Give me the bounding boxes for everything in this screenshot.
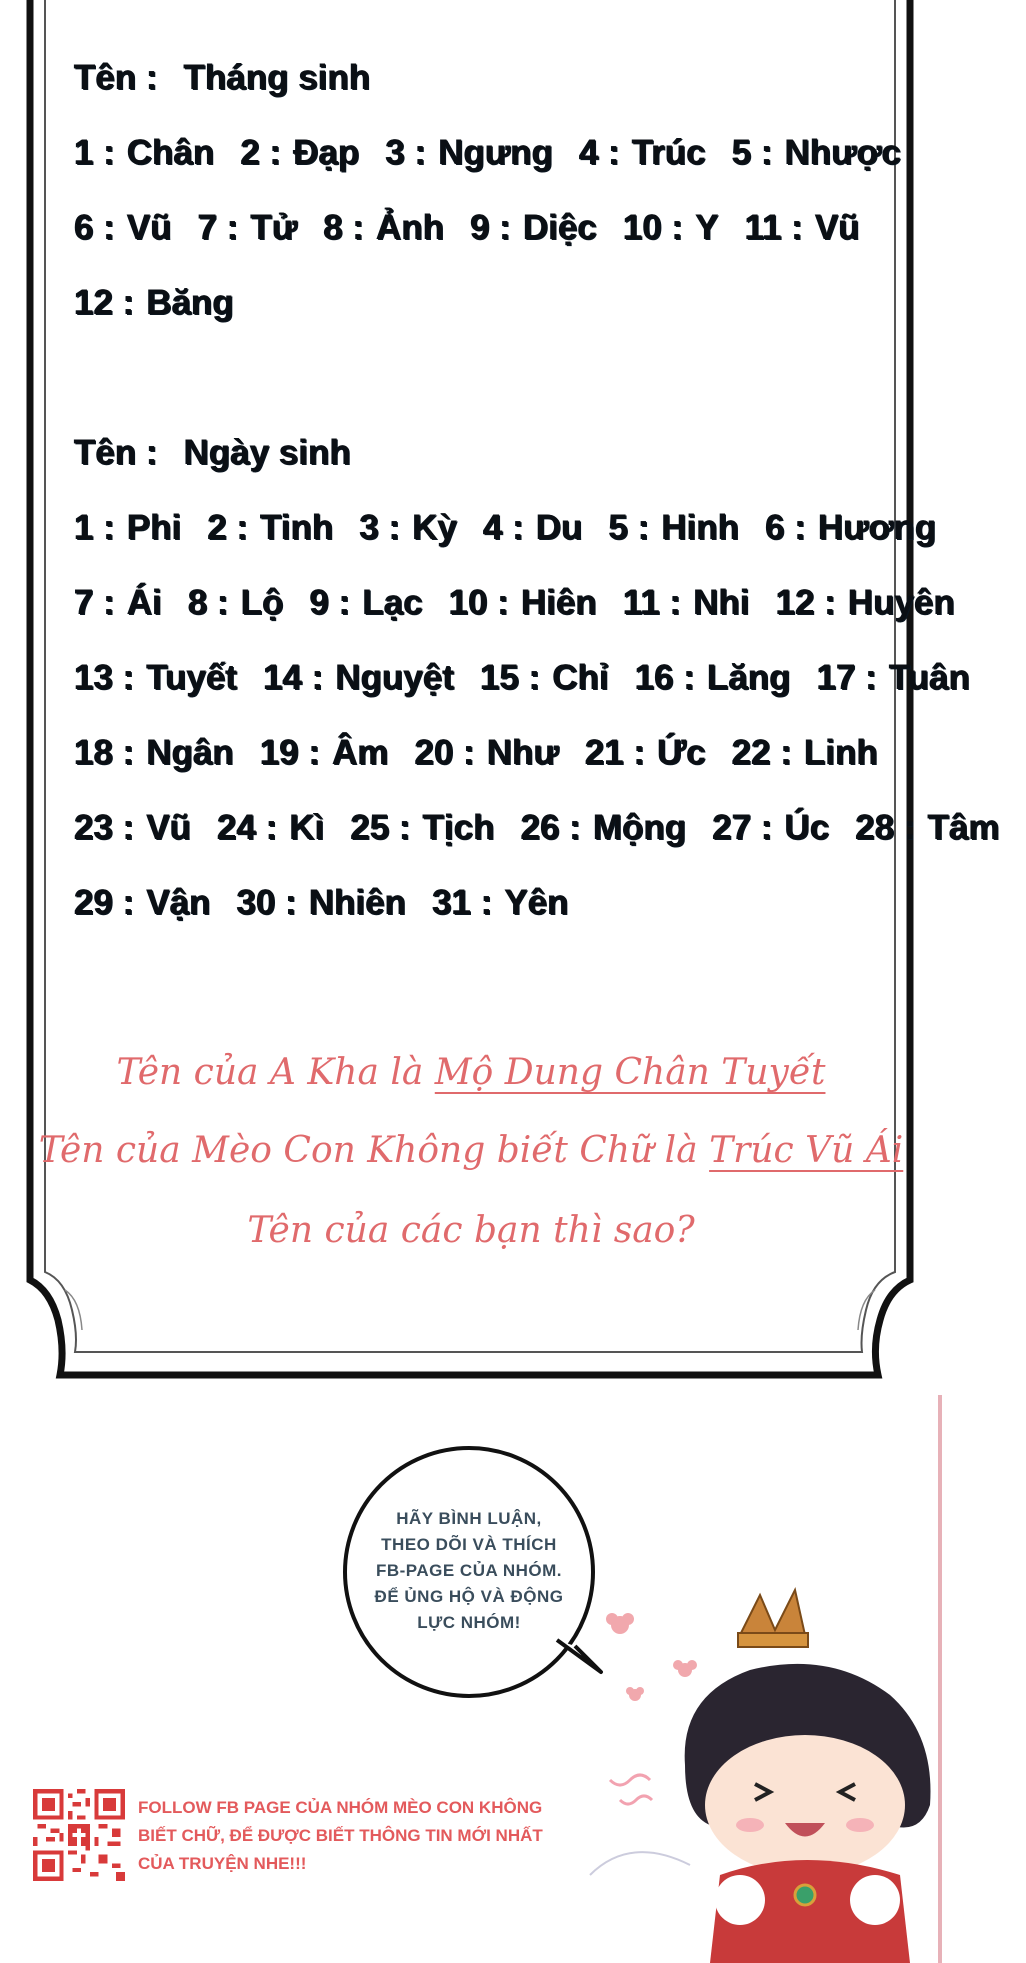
day-entry-name: Lộ [240,583,284,622]
day-entry-name: Ức [657,733,706,772]
bubble-line: ĐỂ ỦNG HỘ VÀ ĐỘNG [374,1587,564,1606]
day-row [74,565,955,640]
day-entry [732,715,878,790]
day-entry [521,790,687,865]
month-entry [732,115,901,190]
day-entry-name: Phi [126,508,182,547]
day-row [74,640,970,715]
flower-icon [606,1613,697,1701]
day-title-value: Ngày sinh [183,433,351,472]
day-entry-name: Kì [289,808,325,847]
month-entry [745,190,860,265]
month-entry-name: Chân [126,133,215,172]
day-entry [449,565,597,640]
day-entry-name: Vũ [146,808,192,847]
month-entry-name: Diệc [522,208,597,247]
day-entry-number: 25 : [350,808,411,847]
month-entry-number: 2 : [240,133,282,172]
month-title-value: Tháng sinh [183,58,371,97]
month-entry-name: Y [695,208,719,247]
day-entry-name: Âm [332,733,389,772]
month-entry-number: 4 : [578,133,620,172]
facebook-icon [68,1824,90,1846]
day-entry-number: 2 : [207,508,249,547]
day-entry [74,565,162,640]
day-entry-name: Yên [504,883,569,922]
bubble-line: FB-PAGE CỦA NHÓM. [375,1561,563,1580]
day-entry-name: Ái [126,583,162,622]
month-entry-number: 8 : [323,208,365,247]
day-entry [776,565,955,640]
day-entry [188,565,284,640]
day-entry [74,715,234,790]
day-row [74,715,894,790]
day-entry-number: 7 : [74,583,115,622]
example-line-2-name: Trúc Vũ Ái [709,1130,904,1171]
example-line-1-name: Mộ Dung Chân Tuyết [434,1052,826,1093]
day-entry [765,490,936,565]
day-entry-number: 30 : [236,883,297,922]
month-entry-number: 12 : [74,283,135,322]
day-entry-name: Nguyệt [335,658,454,697]
month-entry-number: 7 : [197,208,239,247]
day-entry-number: 29 : [74,883,135,922]
month-entry-name: Ảnh [376,208,445,247]
crown-icon [738,1590,808,1647]
follow-line: FOLLOW FB PAGE CỦA NHÓM MÈO CON KHÔNG [138,1798,543,1817]
day-entry-name: Tuân [888,658,970,697]
month-entry [240,115,359,190]
day-entry [74,865,211,940]
day-entry-number: 12 : [775,583,836,622]
day-entry-name: Ngân [146,733,234,772]
example-line-2-prefix: Tên của Mèo Con Không biết Chữ là [38,1130,710,1171]
bubble-line: LỰC NHÓM! [417,1613,521,1632]
day-entry [855,790,999,865]
day-entry-name: Tinh [260,508,334,547]
day-entry-name: Kỳ [412,508,458,547]
day-entry-name: Úc [784,808,830,847]
day-entry [350,790,494,865]
day-entry-number: 11 : [622,583,682,622]
day-entry [623,565,750,640]
follow-line: BIẾT CHỮ, ĐỂ ĐƯỢC BIẾT THÔNG TIN MỚI NHẤT [138,1826,543,1845]
month-row [74,265,894,340]
month-entry [579,115,706,190]
example-line-2 [0,1130,942,1171]
follow-line: CỦA TRUYỆN NHE!!! [138,1854,307,1873]
month-entry [74,115,214,190]
month-entry [385,115,553,190]
example-line-1-prefix: Tên của A Kha là [116,1052,435,1093]
month-entry-number: 6 : [74,208,115,247]
day-entry [609,490,740,565]
day-entry [74,790,191,865]
day-entry [483,490,583,565]
day-entry [359,490,457,565]
day-entry-name: Lạc [362,583,423,622]
month-entry-number: 3 : [385,133,427,172]
day-entry [207,490,333,565]
day-entry-number: 17 : [816,658,877,697]
day-entry-number: 5 : [608,508,650,547]
month-entry-name: Băng [146,283,234,322]
day-entry-name: Du [535,508,583,547]
bubble-line: HÃY BÌNH LUẬN, [396,1509,542,1528]
day-entry-number: 8 : [187,583,229,622]
month-entry [74,265,234,340]
day-entry [237,865,407,940]
month-entry-number: 5 : [731,133,773,172]
day-entry-number: 1 : [74,508,115,547]
day-entry [480,640,609,715]
day-row [74,865,894,940]
day-rows [74,490,1000,940]
day-entry-name: Mộng [592,808,687,847]
day-entry-number: 4 : [483,508,524,547]
day-entry-number: 6 : [765,508,807,547]
day-entry-number: 28 : [855,808,916,847]
qr-code-icon[interactable] [33,1789,125,1881]
day-entry [635,640,791,715]
day-entry-number: 15 : [480,658,541,697]
month-row [74,190,894,265]
day-entry [712,790,829,865]
day-entry-name: Chỉ [552,658,609,697]
day-entry-number: 24 : [217,808,278,847]
month-entry-number: 9 : [470,208,511,247]
day-entry [74,640,237,715]
month-title-label: Tên : [74,58,158,97]
speech-bubble-text [343,1506,595,1636]
day-entry [432,865,569,940]
month-entry-number: 1 : [74,133,115,172]
month-title [74,40,894,115]
day-entry-name: Hương [818,508,937,547]
example-line-1 [0,1052,942,1093]
mascot-chibi-icon [590,1575,942,1963]
day-entry-name: Tâm [927,808,1000,847]
day-entry-number: 31 : [432,883,493,922]
day-title [74,415,894,490]
day-entry-name: Nhiên [308,883,407,922]
day-entry [585,715,706,790]
bubble-line: THEO DÕI VÀ THÍCH [381,1535,557,1554]
month-entry [323,190,444,265]
day-entry-number: 13 : [74,658,135,697]
month-entry-name: Tử [250,208,298,247]
day-entry-number: 10 : [448,583,509,622]
day-entry-name: Tuyết [146,658,238,697]
day-entry-number: 3 : [359,508,401,547]
day-entry-name: Nhi [693,583,750,622]
month-entry-number: 11 : [744,208,803,247]
day-entry-number: 23 : [74,808,135,847]
month-entry-name: Trúc [631,133,706,172]
day-entry-name: Tịch [422,808,495,847]
month-entry-name: Vũ [814,208,860,247]
day-entry-number: 19 : [259,733,321,772]
day-entry [263,640,454,715]
month-entry [623,190,719,265]
day-entry-number: 22 : [731,733,792,772]
month-entry [470,190,597,265]
month-row [74,115,901,190]
follow-notice [138,1794,543,1878]
day-entry [415,715,559,790]
day-entry [217,790,324,865]
day-entry-number: 9 : [309,583,351,622]
day-entry-number: 16 : [634,658,696,697]
example-line-3: Tên của các bạn thì sao? [247,1210,695,1251]
day-row [74,490,937,565]
day-entry [817,640,970,715]
month-entry [198,190,298,265]
day-entry-number: 27 : [712,808,773,847]
name-chart [74,40,1000,940]
day-entry-number: 14 : [263,658,324,697]
day-entry-number: 21 : [584,733,646,772]
day-entry [309,565,422,640]
day-entry-number: 18 : [74,733,135,772]
day-entry [74,490,181,565]
day-entry-name: Hiên [520,583,597,622]
day-entry-number: 20 : [414,733,475,772]
month-entry [74,190,172,265]
day-title-label: Tên : [74,433,158,472]
day-row [74,790,1000,865]
day-entry-name: Linh [803,733,878,772]
month-rows [74,115,901,340]
day-entry [260,715,389,790]
month-entry-name: Đạp [293,133,360,172]
day-entry-name: Vận [146,883,211,922]
month-entry-name: Ngưng [438,133,553,172]
day-entry-name: Hinh [661,508,740,547]
day-entry-name: Lăng [707,658,791,697]
day-entry-name: Như [486,733,559,772]
month-entry-name: Nhược [784,133,901,172]
month-entry-number: 10 : [622,208,684,247]
day-entry-name: Huyên [847,583,955,622]
day-entry-number: 26 : [520,808,581,847]
month-entry-name: Vũ [126,208,172,247]
